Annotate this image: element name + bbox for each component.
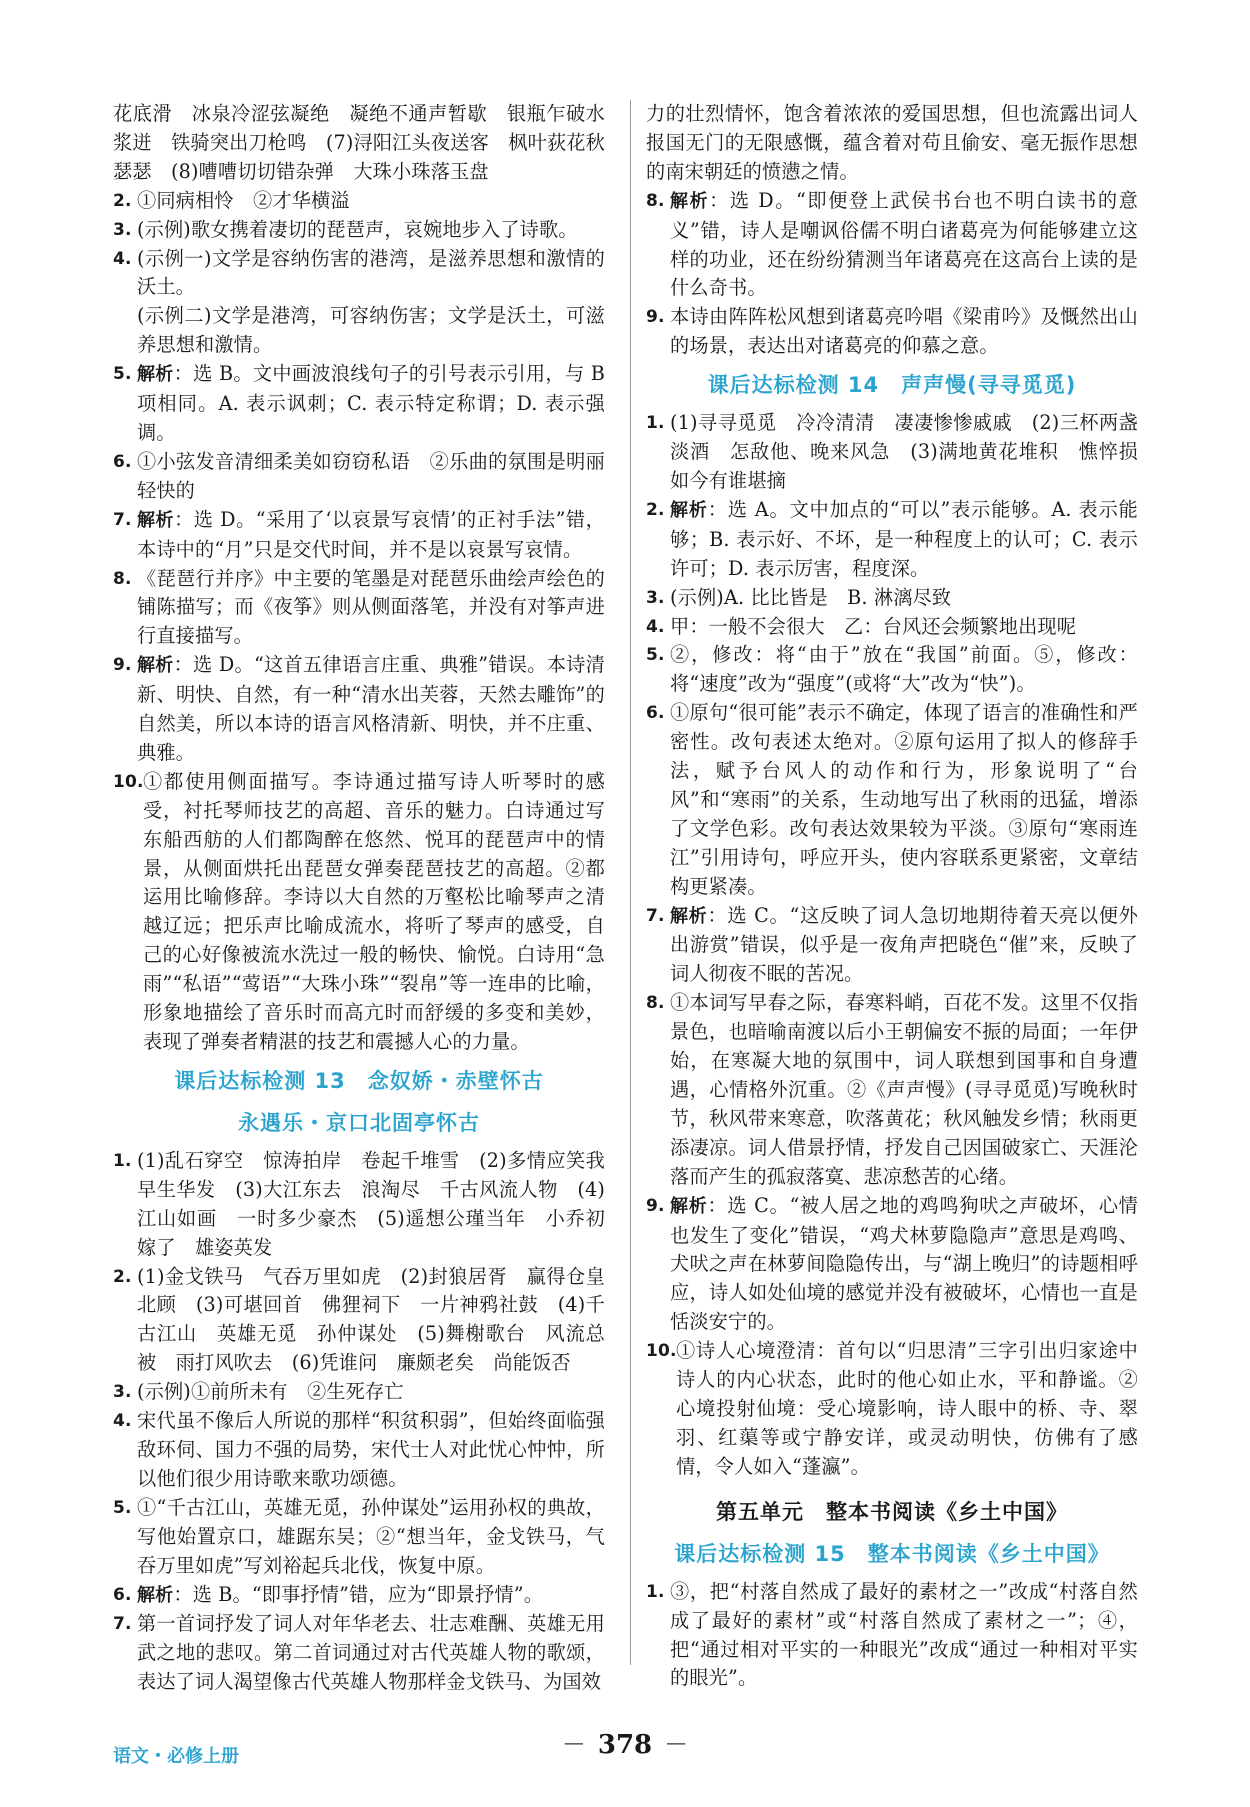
question-number: 5. — [113, 1497, 132, 1518]
question-number: 8. — [646, 190, 665, 211]
answer-text: (示例)歌女携着凄切的琵琶声，哀婉地步入了诗歌。 — [137, 217, 578, 241]
answer-item — [646, 187, 1138, 304]
section-heading: 永遇乐・京口北固亭怀古 — [238, 1110, 480, 1135]
answer-text: ①原句“很可能”表示不确定，体现了语言的准确性和严密性。改句表述太绝对。②原句运用了拟人的修辞手法，赋予台风人的动作和行为，形象说明了“台风”和“寒雨”的关系，生动地写出了秋雨的迅猛，增添了文学色彩。改句表达效果较为平淡。③原句“寒雨连江”引用诗句，呼应开头，使内容联系更紧密，文章结构更紧凑。 — [670, 701, 1138, 898]
answer-text: (示例一)文学是容纳伤害的港湾，是滋养思想和激情的沃土。 — [137, 246, 605, 299]
right-column — [646, 100, 1158, 1693]
answer-item — [113, 1494, 605, 1581]
analysis-label: 解析 — [670, 499, 708, 521]
question-number: 1. — [113, 1150, 132, 1171]
column-divider — [630, 100, 631, 1665]
question-number: 2. — [113, 190, 132, 211]
question-number: 3. — [646, 587, 665, 608]
answer-item — [113, 1263, 605, 1379]
answer-item — [113, 565, 605, 652]
book-title: 语文・必修上册 — [113, 1746, 239, 1767]
answer-text: (1)乱石穿空 惊涛拍岸 卷起千堆雪 (2)多情应笑我 早生华发 (3)大江东去 浪淘尽 千古风流人物 (4)江山如画 一时多少豪杰 (5)遥想公瑾当年 小乔初嫁了 雄姿英发 — [137, 1148, 625, 1259]
answer-item — [646, 584, 1138, 613]
answer-text: 甲：一般不会很大 乙：台风还会频繁地出现呢 — [670, 614, 1077, 638]
section-heading: 课后达标检测 14 声声慢(寻寻觅觅) — [707, 373, 1077, 398]
answer-text: 宋代虽不像后人所说的那样“积贫积弱”，但始终面临强敌环伺、国力不强的局势，宋代士人对此忧心忡忡，所以他们很少用诗歌来歌功颂德。 — [137, 1409, 605, 1490]
question-number: 9. — [646, 307, 665, 328]
answer-paragraph: 力的壮烈情怀，饱含着浓浓的爱国思想，但也流露出词人报国无门的无限感慨，蕴含着对苟且偷安、毫无振作思想的南宋朝廷的愤懑之情。 — [646, 102, 1138, 183]
section-heading: 课后达标检测 15 整本书阅读《乡土中国》 — [674, 1541, 1110, 1566]
answer-text: (示例)①前所未有 ②生死存亡 — [137, 1380, 404, 1404]
analysis-label: 解析 — [670, 905, 708, 927]
answer-item — [646, 699, 1138, 901]
answer-item — [113, 1378, 605, 1407]
unit-heading: 第五单元 整本书阅读《乡土中国》 — [716, 1499, 1068, 1524]
left-column — [113, 100, 625, 1697]
answer-text: ①小弦发音清细柔美如窃窃私语 ②乐曲的氛围是明丽轻快的 — [137, 449, 605, 502]
answer-item — [646, 989, 1138, 1191]
question-number: 9. — [646, 1195, 665, 1216]
answer-item — [113, 1610, 605, 1697]
question-number: 10. — [646, 1341, 677, 1362]
answer-item — [113, 768, 605, 1057]
answer-item — [113, 651, 605, 768]
analysis-label: 解析 — [137, 364, 174, 386]
answer-text: 本诗由阵阵松风想到诸葛亮吟唱《梁甫吟》及慨然出山的场景，表达出对诸葛亮的仰慕之意。 — [670, 305, 1138, 358]
answer-text: ：选 A。文中加点的“可以”表示能够。A. 表示能够；B. 表示好、不坏，是一种程度上的认可；C. 表示许可；D. 表示厉害，程度深。 — [670, 497, 1138, 580]
answer-text: 第一首词抒发了词人对年华老去、壮志难酬、英雄无用武之地的悲叹。第二首词通过对古代英雄人物的歌颂，表达了词人渴望像古代英雄人物那样金戈铁马、为国效 — [137, 1612, 605, 1694]
answer-text: ①“千古江山，英雄无觅，孙仲谋处”运用孙权的典故，写他始置京口，雄踞东吴；②“想当年，金戈铁马，气吞万里如虎”写刘裕起兵北伐，恢复中原。 — [137, 1495, 605, 1577]
answer-text: ：选 B。文中画波浪线句子的引号表示引用，与 B 项相同。A. 表示讽刺；C. 表示特定称谓；D. 表示强调。 — [137, 362, 605, 444]
answer-text: ②，修改：将“由于”放在“我国”前面。⑤，修改：将“速度”改为“强度”(或将“大”改为“快”)。 — [670, 643, 1138, 696]
answer-text: ①诗人心境澄清：首句以“归思清”三字引出归家途中诗人的内心状态，此时的他心如止水，平和静谧。②心境投射仙境：受心境影响，诗人眼中的桥、寺、翠羽、红蕖等或宁静安详，或灵动明快，仿佛有了感情，令人如入“蓬瀛”。 — [676, 1339, 1138, 1478]
question-number: 3. — [113, 1382, 132, 1403]
page-number-area: — 378 — — [563, 1730, 687, 1760]
answer-item — [646, 1578, 1138, 1694]
analysis-label: 解析 — [137, 655, 174, 677]
answer-paragraph: (示例二)文学是港湾，可容纳伤害；文学是沃土，可滋养思想和激情。 — [137, 304, 605, 357]
answer-item — [113, 216, 605, 245]
question-number: 1. — [646, 413, 665, 434]
answer-item — [646, 641, 1138, 699]
question-number: 7. — [113, 1614, 132, 1635]
analysis-label: 解析 — [670, 190, 710, 212]
question-number: 4. — [646, 616, 665, 637]
answer-text: (示例)A. 比比皆是 B. 淋漓尽致 — [670, 585, 952, 609]
question-number: 4. — [113, 248, 132, 269]
answer-item — [646, 902, 1138, 990]
answer-text: ：选 D。“这首五律语言庄重、典雅”错误。本诗清新、明快、自然，有一种“清水出芙蓉，天然去雕饰”的自然美，所以本诗的语言风格清新、明快，并不庄重、典雅。 — [137, 653, 605, 764]
answer-item — [646, 613, 1138, 642]
question-number: 6. — [646, 703, 665, 724]
question-number: 10. — [113, 771, 144, 792]
answer-item — [646, 1192, 1138, 1338]
answer-text: ：选 C。“这反映了词人急切地期待着天亮以便外出游赏”错误，似乎是一夜角声把晓色“催”来，反映了词人彻夜不眠的苦况。 — [670, 903, 1138, 986]
answer-item — [113, 1147, 625, 1263]
answer-text: ①都使用侧面描写。李诗通过描写诗人听琴时的感受，衬托琴师技艺的高超、音乐的魅力。白诗通过写东船西舫的人们都陶醉在悠然、悦耳的琵琶声中的情景，从侧面烘托出琵琶女弹奏琵琶技艺的高超。②都运用比喻修辞。李诗以大自然的万壑松比喻琴声之清越辽远；把乐声比喻成流水，将听了琴声的感受，自己的心好像被流水洗过一般的畅快、愉悦。白诗用“急雨”“私语”“莺语”“大珠小珠”“裂帛”等一连串的比喻，形象地描绘了音乐时而高亢时而舒缓的多变和美妙，表现了弹奏者精湛的技艺和震撼人心的力量。 — [143, 769, 605, 1053]
answer-item — [113, 245, 605, 303]
question-number: 7. — [646, 905, 665, 926]
question-number: 2. — [113, 1266, 132, 1287]
answer-item — [646, 303, 1138, 361]
answer-item — [646, 496, 1138, 584]
analysis-label: 解析 — [137, 1584, 174, 1606]
answer-text: ①本词写早春之际，春寒料峭，百花不发。这里不仅指景色，也暗喻南渡以后小王朝偏安不振的局面；一年伊始，在寒凝大地的氛围中，词人联想到国事和自身遭遇，心情格外沉重。②《声声慢》(寻寻觅觅)写晚秋时节，秋风带来寒意，吹落黄花；秋风触发乡情；秋雨更添凄凉。词人借景抒情，抒发自己因国破家亡、天涯沦落而产生的孤寂落寞、悲凉愁苦的心绪。 — [670, 991, 1138, 1188]
answer-text: ③，把“村落自然成了最好的素材之一”改成“村落自然成了最好的素材”或“村落自然成了素材之一”；④，把“通过相对平实的一种眼光”改成“通过一种相对平实的眼光”。 — [670, 1579, 1138, 1690]
answer-item — [113, 1407, 605, 1494]
question-number: 5. — [113, 364, 132, 385]
question-number: 6. — [113, 1584, 132, 1605]
question-number: 8. — [646, 993, 665, 1014]
answer-text: (1)寻寻觅觅 冷冷清清 凄凄惨惨戚戚 (2)三杯两盏淡酒 怎敌他、晚来风急 (3)满地黄花堆积 憔悴损 如今有谁堪摘 — [670, 411, 1158, 492]
answer-item — [113, 448, 605, 506]
answer-item — [646, 1337, 1138, 1482]
question-number: 3. — [113, 219, 132, 240]
answer-text: ：选 D。“即便登上武侯书台也不明白读书的意义”错，诗人是嘲讽俗儒不明白诸葛亮为何能够建立这样的功业，还在纷纷猜测当年诸葛亮在这高台上读的是什么奇书。 — [670, 188, 1138, 300]
section-heading: 课后达标检测 13 念奴娇・赤壁怀古 — [174, 1068, 544, 1093]
question-number: 9. — [113, 655, 132, 676]
question-number: 5. — [646, 645, 665, 666]
answer-text: (1)金戈铁马 气吞万里如虎 (2)封狼居胥 赢得仓皇北顾 (3)可堪回首 佛狸祠下 一片神鸦社鼓 (4)千古江山 英雄无觅 孙仲谋处 (5)舞榭歌台 风流总被 雨打风吹去 (6)凭谁问 廉颇老矣 尚能饭否 — [137, 1264, 605, 1375]
question-number: 6. — [113, 451, 132, 472]
question-number: 8. — [113, 568, 132, 589]
answer-item — [113, 506, 605, 565]
answer-item — [113, 187, 605, 216]
question-number: 7. — [113, 509, 132, 530]
analysis-label: 解析 — [670, 1195, 708, 1217]
analysis-label: 解析 — [137, 509, 175, 531]
answer-item — [113, 1581, 605, 1611]
answer-text: ：选 B。“即事抒情”错，应为“即景抒情”。 — [173, 1582, 544, 1606]
question-number: 2. — [646, 499, 665, 520]
question-number: 4. — [113, 1411, 132, 1432]
answer-text: ①同病相怜 ②才华横溢 — [137, 188, 350, 212]
answer-paragraph: 花底滑 冰泉冷涩弦凝绝 凝绝不通声暂歇 银瓶乍破水浆迸 铁骑突出刀枪鸣 (7)浔阳江头夜送客 枫叶荻花秋瑟瑟 (8)嘈嘈切切错杂弹 大珠小珠落玉盘 — [113, 102, 605, 183]
question-number: 1. — [646, 1581, 665, 1602]
answer-text: 《琵琶行并序》中主要的笔墨是对琵琶乐曲绘声绘色的铺陈描写；而《夜筝》则从侧面落笔，并没有对筝声进行直接描写。 — [137, 566, 605, 648]
page-number: 378 — [597, 1730, 653, 1760]
answer-text: ：选 D。“采用了‘以哀景写哀情’的正衬手法”错，本诗中的“月”只是交代时间，并不是以哀景写哀情。 — [137, 507, 605, 561]
answer-item — [646, 409, 1158, 496]
answer-text: ：选 C。“被人居之地的鸡鸣狗吠之声破坏，心情也发生了变化”错误，“鸡犬林萝隐隐声”意思是鸡鸣、犬吠之声在林萝间隐隐传出，与“湖上晚归”的诗题相呼应，诗人如处仙境的感觉并没有被破坏，心情也一直是恬淡安宁的。 — [670, 1193, 1138, 1334]
answer-item — [113, 360, 605, 448]
